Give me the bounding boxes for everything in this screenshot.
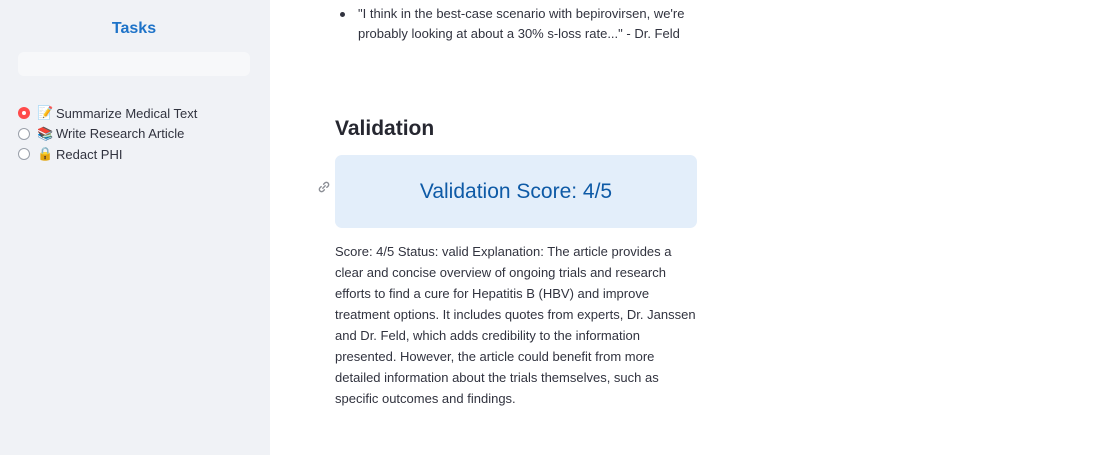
sidebar	[0, 0, 270, 455]
task-option-write-article[interactable]	[18, 124, 250, 145]
quote-text: "I think in the best-case scenario with bepirovirsen, we're probably looking at about a 30% s-loss rate..." - Dr. Feld	[358, 6, 685, 41]
task-option-redact-phi[interactable]	[18, 144, 250, 165]
bullet-icon	[340, 12, 345, 17]
task-radio-group	[18, 103, 250, 165]
quote-list-item	[358, 4, 718, 44]
link-icon[interactable]	[316, 179, 332, 195]
task-label: Summarize Medical Text	[56, 105, 198, 121]
books-icon: 📚	[37, 125, 54, 141]
task-label: Redact PHI	[56, 146, 123, 162]
radio-button[interactable]	[18, 148, 30, 160]
validation-score-text: Validation Score: 4/5	[419, 179, 613, 203]
sidebar-search-box[interactable]	[18, 52, 250, 76]
task-option-summarize[interactable]	[18, 103, 250, 124]
validation-heading: Validation	[335, 117, 435, 140]
lock-icon: 🔒	[37, 146, 54, 162]
main-content	[270, 0, 1100, 455]
sidebar-title: Tasks	[111, 20, 157, 37]
validation-explanation: Score: 4/5 Status: valid Explanation: The article provides a clear and concise overview of ongoing trials and research efforts to find a cure for Hepatitis B (HBV) and improve treatment options. It includes quotes from experts, Dr. Janssen and Dr. Feld, which adds credibility to the information presented. However, the article could benefit from more detailed information about the trials themselves, such as specific outcomes and findings.	[335, 244, 696, 406]
validation-score-card	[335, 155, 697, 228]
task-label: Write Research Article	[56, 126, 185, 142]
memo-icon: 📝	[37, 105, 54, 121]
radio-button[interactable]	[18, 128, 30, 140]
radio-button-selected[interactable]	[18, 107, 30, 119]
